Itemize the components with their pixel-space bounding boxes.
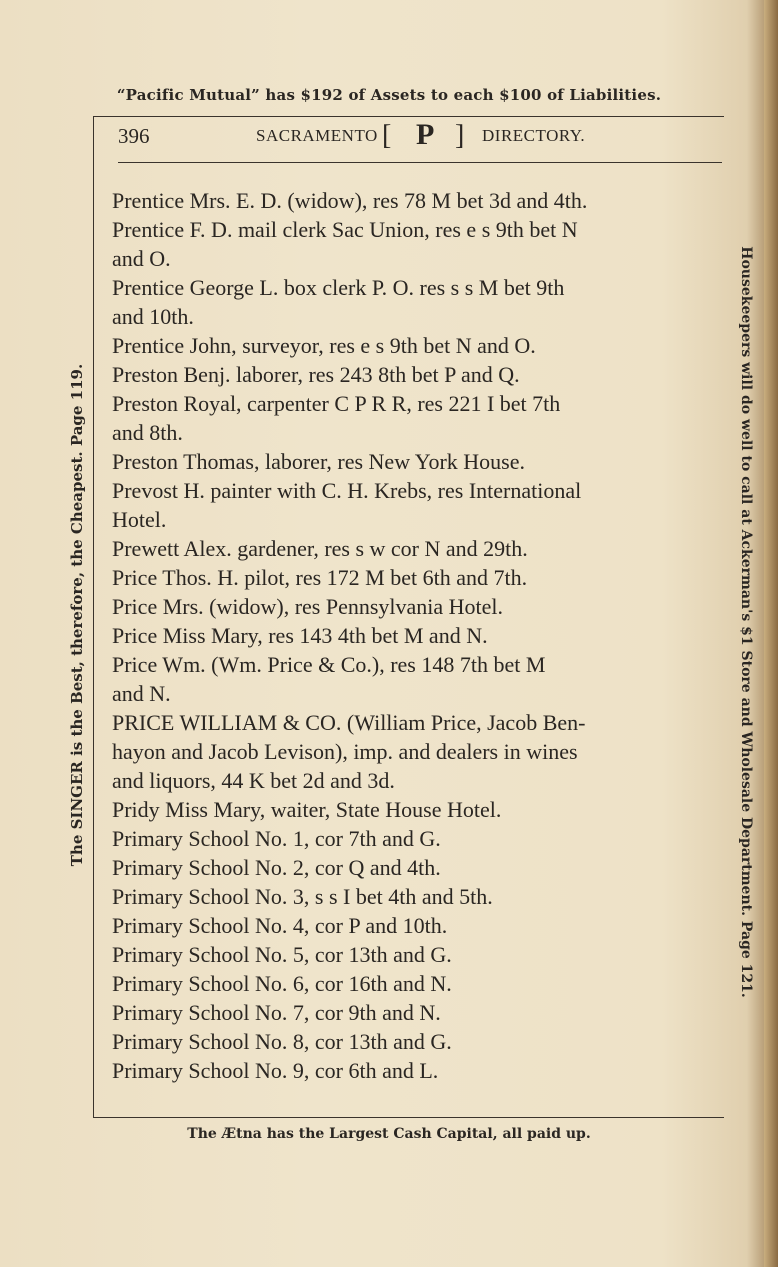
book-spine-edge: [764, 0, 778, 1267]
directory-entry: [112, 882, 717, 911]
entry-line: Prentice John, surveyor, res e s 9th bet N and O.: [112, 333, 536, 358]
entry-line: Prentice Mrs. E. D. (widow), res 78 M bet 3d and 4th.: [112, 188, 588, 213]
directory-entry: [112, 215, 717, 273]
directory-entry: [112, 389, 717, 447]
directory-entry: [112, 824, 717, 853]
entry-line: Prentice George L. box clerk P. O. res s s M bet 9th: [112, 275, 565, 300]
running-title-left: SACRAMENTO: [256, 126, 378, 145]
directory-entry: [112, 998, 717, 1027]
entry-line: Primary School No. 4, cor P and 10th.: [112, 913, 448, 938]
directory-entry: [112, 534, 717, 563]
directory-entry: [112, 621, 717, 650]
directory-entry: [112, 940, 717, 969]
directory-entry: [112, 911, 717, 940]
entry-line: Price Wm. (Wm. Price & Co.), res 148 7th bet M: [112, 652, 546, 677]
entry-line: Primary School No. 6, cor 16th and N.: [112, 971, 452, 996]
entry-line: Primary School No. 3, s s I bet 4th and 5th.: [112, 884, 493, 909]
entry-line: Preston Benj. laborer, res 243 8th bet P and Q.: [112, 362, 520, 387]
entry-continuation-line: Hotel.: [112, 507, 167, 532]
entry-line: Primary School No. 5, cor 13th and G.: [112, 942, 452, 967]
bottom-advertisement: The Ætna has the Largest Cash Capital, all paid up.: [187, 1126, 591, 1142]
entry-line: Primary School No. 7, cor 9th and N.: [112, 1000, 441, 1025]
entry-line: Price Mrs. (widow), res Pennsylvania Hotel.: [112, 594, 504, 619]
entry-line: Prevost H. painter with C. H. Krebs, res International: [112, 478, 582, 503]
entry-continuation-line: and 10th.: [112, 304, 194, 329]
directory-entry: [112, 969, 717, 998]
entry-line: Price Thos. H. pilot, res 172 M bet 6th and 7th.: [112, 565, 528, 590]
entry-line: Price Miss Mary, res 143 4th bet M and N.: [112, 623, 488, 648]
entry-continuation-line: and O.: [112, 246, 171, 271]
entry-line: Pridy Miss Mary, waiter, State House Hotel.: [112, 797, 502, 822]
entry-line: Primary School No. 1, cor 7th and G.: [112, 826, 441, 851]
directory-entry: [112, 331, 717, 360]
entry-line: Preston Thomas, laborer, res New York House.: [112, 449, 525, 474]
directory-entry: [112, 360, 717, 389]
right-margin-advertisement: Housekeepers will do well to call at Ackerman's $1 Store and Wholesale Department. Page 121.: [738, 246, 754, 998]
directory-entry: [112, 1027, 717, 1056]
directory-entry: [112, 795, 717, 824]
entry-line: Primary School No. 9, cor 6th and L.: [112, 1058, 439, 1083]
directory-entry: [112, 273, 717, 331]
header-rule: [118, 162, 722, 163]
entry-line: Preston Royal, carpenter C P R R, res 221 I bet 7th: [112, 391, 561, 416]
entry-line: Primary School No. 8, cor 13th and G.: [112, 1029, 452, 1054]
directory-entry: [112, 853, 717, 882]
directory-entry: [112, 563, 717, 592]
directory-entry: [112, 447, 717, 476]
entry-continuation-line: hayon and Jacob Levison), imp. and dealers in wines: [112, 739, 578, 764]
directory-entry: [112, 592, 717, 621]
entry-continuation-line: and liquors, 44 K bet 2d and 3d.: [112, 768, 395, 793]
top-advertisement: “Pacific Mutual” has $192 of Assets to each $100 of Liabilities.: [116, 86, 662, 104]
running-header: [118, 120, 718, 156]
bracket-open: [: [382, 120, 392, 151]
entry-line: Prewett Alex. gardener, res s w cor N and 29th.: [112, 536, 528, 561]
entry-line: Primary School No. 2, cor Q and 4th.: [112, 855, 441, 880]
entry-line: Prentice F. D. mail clerk Sac Union, res e s 9th bet N: [112, 217, 578, 242]
page-number: 396: [118, 124, 150, 148]
directory-entry: [112, 186, 717, 215]
entry-continuation-line: and N.: [112, 681, 171, 706]
running-title-right: DIRECTORY.: [482, 126, 586, 145]
directory-entry: [112, 476, 717, 534]
directory-entry: [112, 650, 717, 708]
entry-line: PRICE WILLIAM & CO. (William Price, Jacob Ben-: [112, 710, 586, 735]
entry-continuation-line: and 8th.: [112, 420, 183, 445]
directory-entry: [112, 1056, 717, 1085]
left-margin-advertisement: The SINGER is the Best, therefore, the Cheapest. Page 119.: [68, 363, 86, 867]
section-letter: P: [416, 118, 435, 151]
directory-entries: [112, 186, 717, 1085]
directory-entry: [112, 708, 717, 795]
bracket-close: ]: [455, 120, 465, 151]
